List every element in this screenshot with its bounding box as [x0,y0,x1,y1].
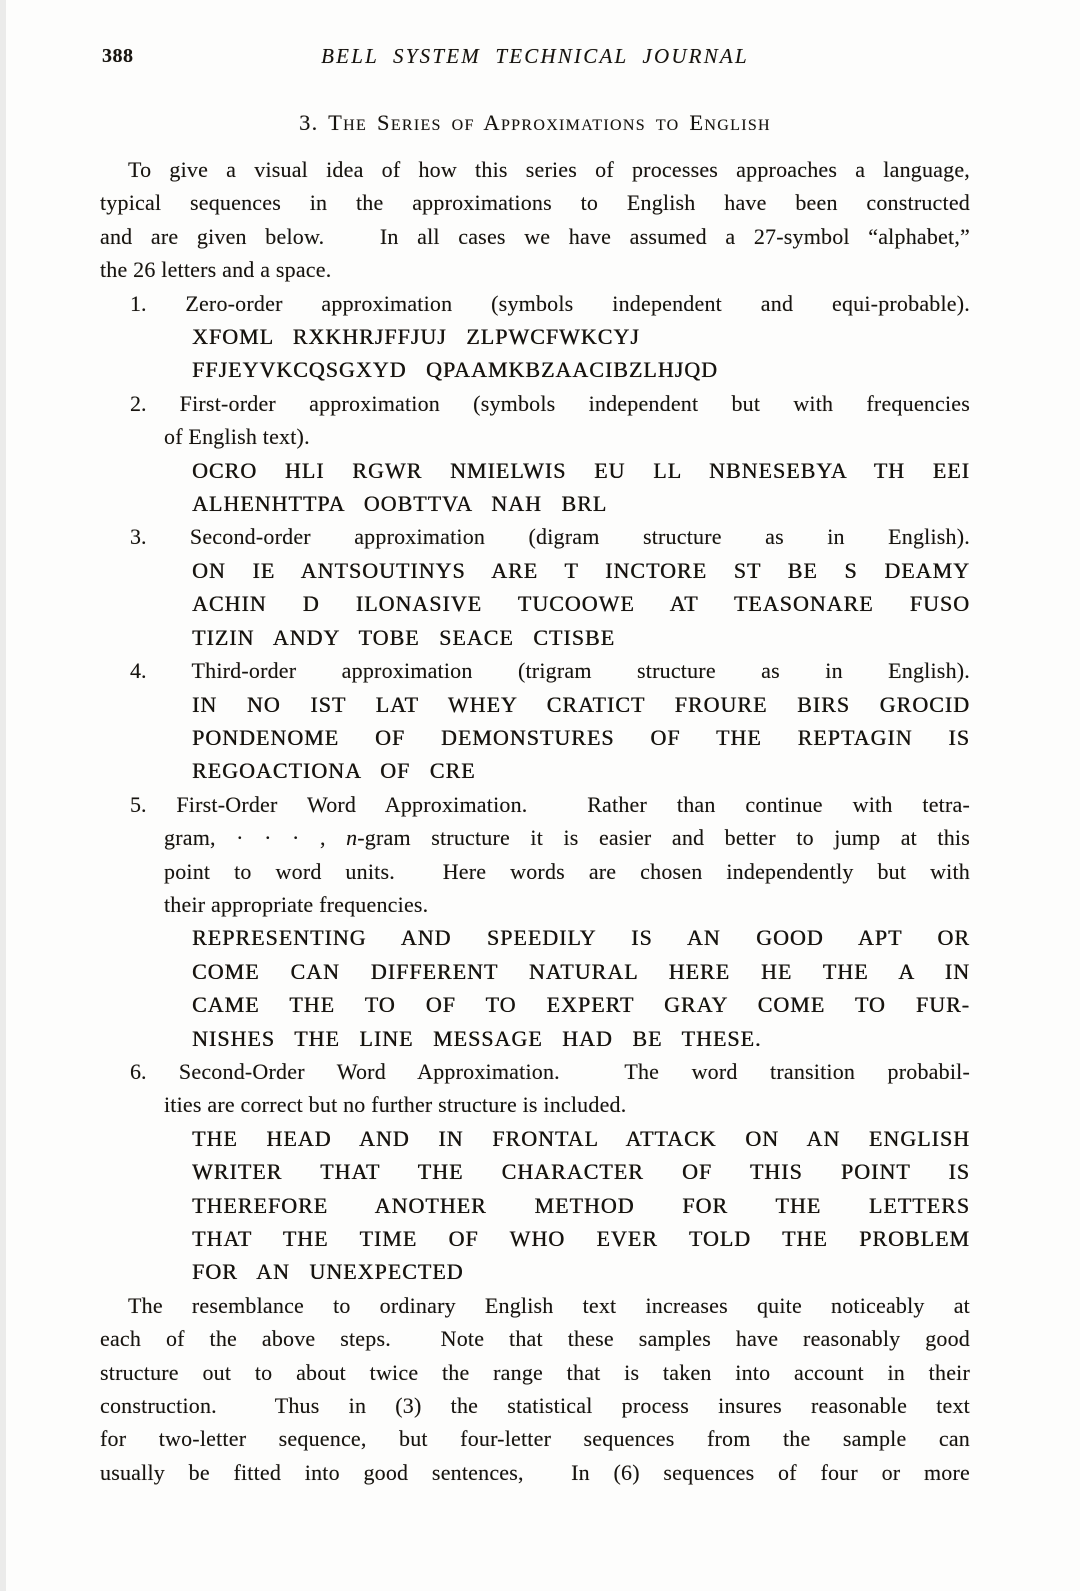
list-item-2 [100,387,970,521]
item-label [130,287,970,320]
list-item-3 [100,520,970,654]
item-number: 4. [130,658,147,684]
list-item-5 [100,788,970,1055]
section-heading: 3. The Series of Approximations to English [299,110,771,135]
item-number: 6. [130,1058,147,1084]
text-line: for two-letter sequence, but four-letter sequences from the sample can [100,1426,970,1452]
text-line: their appropriate frequencies. [164,891,429,917]
sample-line: IN NO IST LAT WHEY CRATICT FROURE BIRS GROCID [192,691,970,717]
text-line: typical sequences in the approximations to English have been constructed [100,190,970,216]
sample-line: THEREFORE ANOTHER METHOD FOR THE LETTERS [192,1192,970,1218]
text-line: ities are correct but no further structure is included. [164,1092,627,1118]
page-content [100,44,970,1489]
text-line: To give a visual idea of how this series of processes approaches a language, [128,157,970,182]
text-line: point to word units. Here words are chosen independently but with [164,858,970,884]
item-number: 2. [130,390,147,416]
sample-line: PONDENOME OF DEMONSTURES OF THE REPTAGIN IS [192,724,970,750]
text-line: 5. First-Order Word Approximation. Rather than continue with tetra- [130,791,970,817]
text-line: gram, · · · , n-gram structure it is easier and better to jump at this [164,825,970,851]
journal-title: BELL SYSTEM TECHNICAL JOURNAL [321,44,749,68]
sample-text [164,554,970,654]
sample-line: OCRO HLI RGWR NMIELWIS EU LL NBNESEBYA TH EEI [192,457,970,483]
sample-line: FOR AN UNEXPECTED [192,1259,464,1285]
item-label [130,654,970,687]
item-number: 5. [130,791,147,817]
closing-paragraph [100,1289,970,1489]
list-item-6 [100,1055,970,1289]
sample-line: NISHES THE LINE MESSAGE HAD BE THESE. [192,1025,762,1051]
text-line: each of the above steps. Note that these samples have reasonably good [100,1326,970,1352]
text-line: of English text). [164,424,310,450]
text-line: 2. First-order approximation (symbols independent but with frequencies [130,390,970,416]
text-line: construction. Thus in (3) the statistical process insures reasonable text [100,1393,970,1419]
approximation-list [100,287,970,1289]
sample-text [164,1122,970,1289]
text-line: usually be fitted into good sentences, In (6) sequences of four or more [100,1459,970,1485]
intro-paragraph [100,153,970,287]
sample-line: TIZIN ANDY TOBE SEACE CTISBE [192,624,616,650]
sample-line: XFOML RXKHRJFFJUJ ZLPWCFWKCYJ [192,324,640,350]
sample-text [164,320,970,387]
text-line: 4. Third-order approximation (trigram structure as in English). [130,658,970,684]
running-head [100,44,970,74]
text-line: 1. Zero-order approximation (symbols independent and equi-probable). [130,290,970,316]
item-label [130,387,970,454]
item-number: 3. [130,524,147,550]
sample-line: THE HEAD AND IN FRONTAL ATTACK ON AN ENGLISH [192,1125,970,1151]
item-number: 1. [130,290,147,316]
sample-line: CAME THE TO OF TO EXPERT GRAY COME TO FUR- [192,992,970,1018]
text-line: The resemblance to ordinary English text increases quite noticeably at [128,1292,970,1318]
item-label [130,788,970,922]
list-item-1 [100,287,970,387]
sample-line: REPRESENTING AND SPEEDILY IS AN GOOD APT OR [192,925,970,951]
sample-line: WRITER THAT THE CHARACTER OF THIS POINT IS [192,1159,970,1185]
sample-line: THAT THE TIME OF WHO EVER TOLD THE PROBLEM [192,1226,970,1251]
sample-text [164,688,970,788]
text-line: 3. Second-order approximation (digram structure as in English). [130,524,970,550]
text-line: 6. Second-Order Word Approximation. The word transition probabil- [130,1058,970,1084]
sample-line: REGOACTIONA OF CRE [192,758,476,784]
sample-line: ACHIN D ILONASIVE TUCOOWE AT TEASONARE FUSO [192,591,970,617]
text-line: the 26 letters and a space. [100,257,332,283]
sample-line: ON IE ANTSOUTINYS ARE T INCTORE ST BE S DEAMY [192,557,970,583]
item-label [130,1055,970,1122]
sample-line: FFJEYVKCQSGXYD QPAAMKBZAACIBZLHJQD [192,357,718,383]
sample-line: COME CAN DIFFERENT NATURAL HERE HE THE A IN [192,958,970,984]
text-line: structure out to about twice the range that is taken into account in their [100,1359,970,1385]
page-number: 388 [102,45,134,67]
scan-edge-artifact [0,0,6,1591]
text-line: and are given below. In all cases we have assumed a 27-symbol “alphabet,” [100,223,970,249]
sample-text [164,454,970,521]
sample-line: ALHENHTTPA OOBTTVA NAH BRL [192,491,608,517]
sample-text [164,921,970,1055]
list-item-4 [100,654,970,788]
item-label [130,520,970,553]
